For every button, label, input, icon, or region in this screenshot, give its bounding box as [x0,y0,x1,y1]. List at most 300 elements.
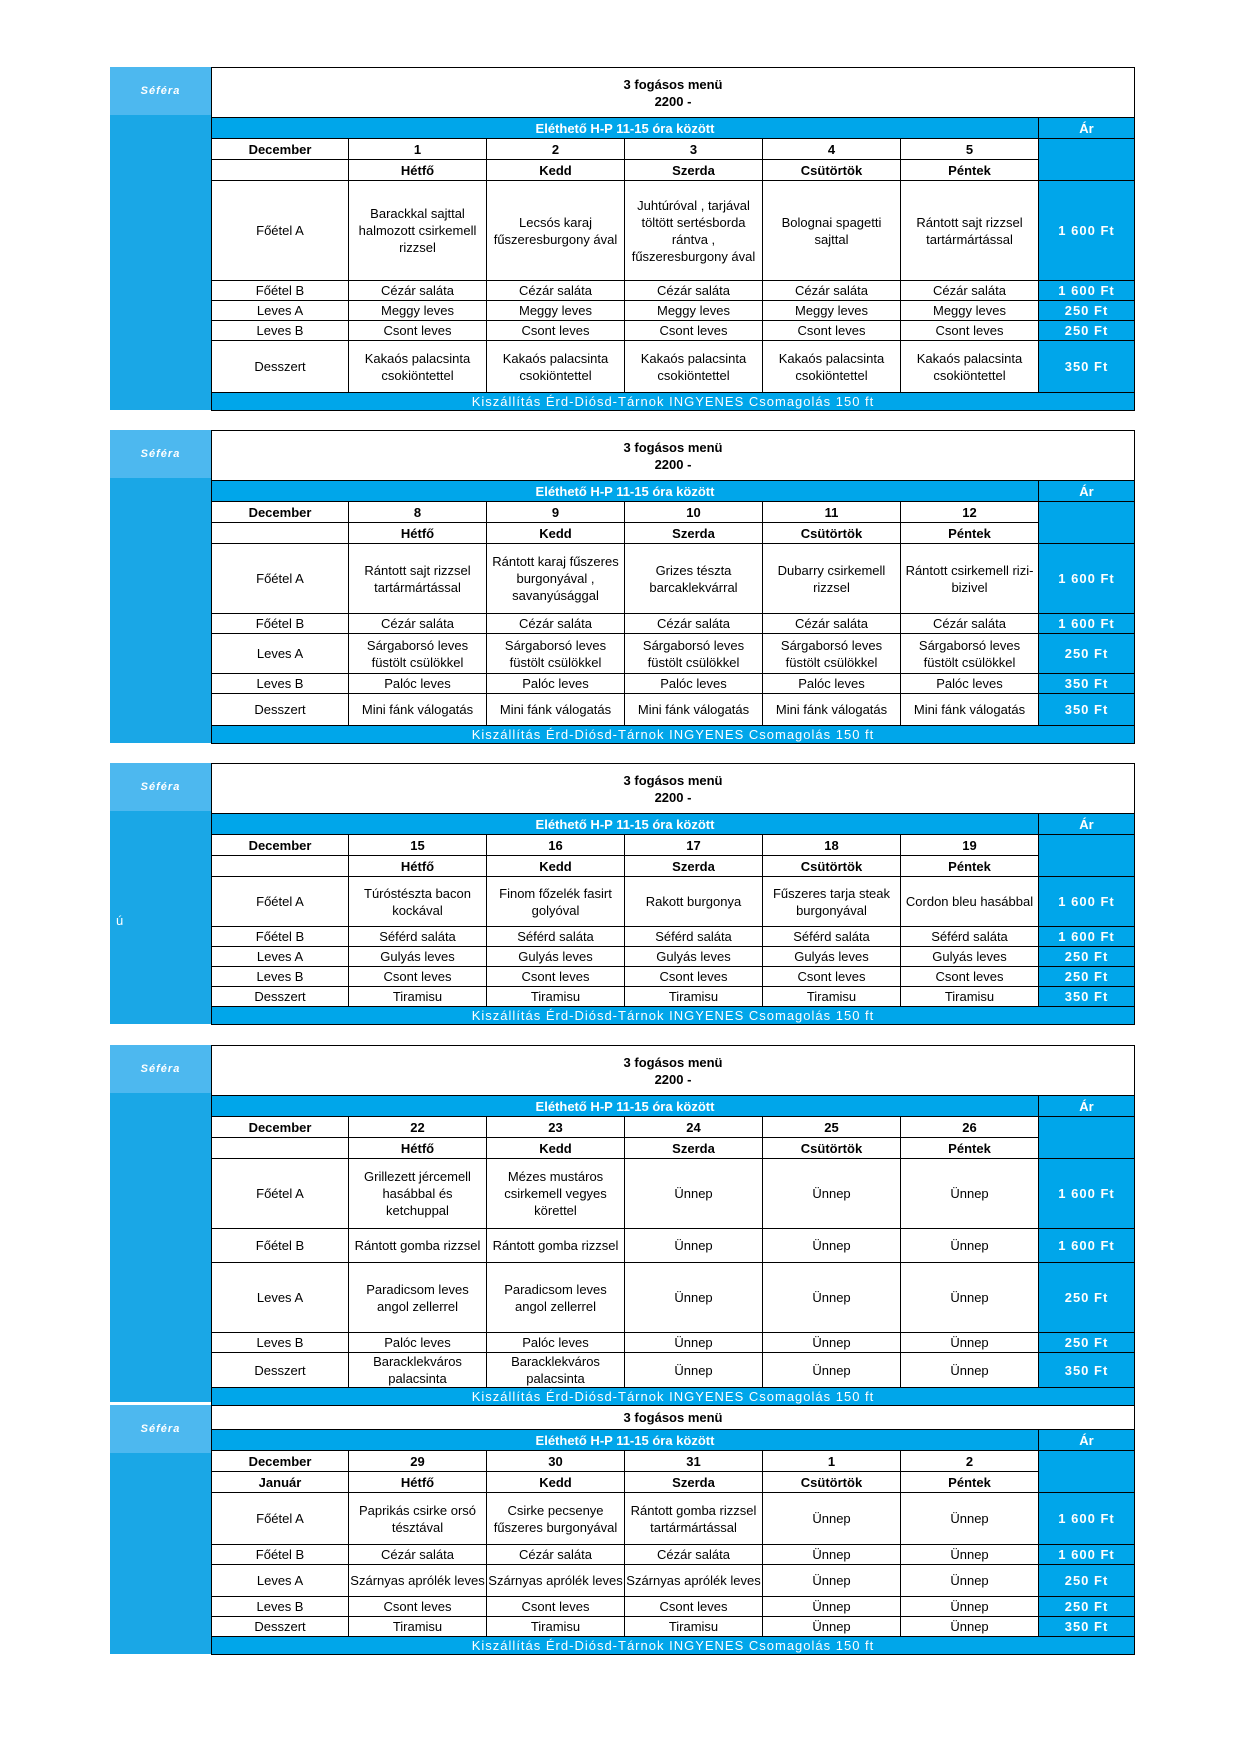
dish-cell: Palóc leves [487,1333,625,1353]
footer-row [212,1388,1135,1406]
dish-cell: Paradicsom leves angol zellerrel [487,1263,625,1333]
dish-row [212,987,1135,1007]
month-label-2 [212,523,349,544]
date-cell: 16 [487,835,625,856]
menu-title [212,68,1135,118]
dish-cell: Meggy leves [349,301,487,321]
dish-cell: Csirke pecsenye fűszeres burgonyával [487,1493,625,1545]
dish-cell: Túróstészta bacon kockával [349,877,487,927]
week-menu-block [110,67,1134,410]
day-cell: Kedd [487,1472,625,1493]
menu-table [211,430,1135,744]
dish-category: Leves A [212,1263,349,1333]
dish-cell: Cézár saláta [349,1545,487,1565]
dish-category: Desszert [212,1617,349,1637]
dish-cell: Paprikás csirke orsó tésztával [349,1493,487,1545]
dish-price: 250 Ft [1039,967,1135,987]
dish-cell: Csont leves [349,321,487,341]
dish-category: Leves A [212,634,349,674]
dish-cell: Ünnep [901,1333,1039,1353]
dish-row [212,694,1135,726]
day-cell: Szerda [625,1472,763,1493]
menu-price: 2200 - [654,456,692,472]
availability-row [212,1430,1135,1451]
day-cell: Péntek [901,1472,1039,1493]
dish-category: Főétel A [212,1493,349,1545]
dish-cell: Séférd saláta [487,927,625,947]
dish-category: Főétel B [212,614,349,634]
dish-cell: Mini fánk válogatás [763,694,901,726]
dish-row [212,967,1135,987]
logo [110,430,211,478]
dish-cell: Tiramisu [763,987,901,1007]
dish-cell: Ünnep [901,1353,1039,1388]
dish-cell: Tiramisu [625,987,763,1007]
dish-price: 350 Ft [1039,1353,1135,1388]
dish-cell: Csont leves [625,967,763,987]
dish-cell: Cézár saláta [487,1545,625,1565]
dish-cell: Cézár saláta [349,281,487,301]
dish-price: 250 Ft [1039,321,1135,341]
title-row [212,764,1135,814]
dish-price: 1 600 Ft [1039,544,1135,614]
price-header-blank [1039,502,1135,544]
date-cell: 11 [763,502,901,523]
dish-cell: Mini fánk válogatás [625,694,763,726]
dish-cell: Tiramisu [901,987,1039,1007]
dish-cell: Cézár saláta [763,614,901,634]
dish-cell: Rántott gomba rizzsel tartármártással [625,1493,763,1545]
dish-cell: Palóc leves [901,674,1039,694]
dish-cell: Ünnep [901,1263,1039,1333]
delivery-note: Kiszállítás Érd-Diósd-Tárnok INGYENES Csomagolás 150 ft [212,1388,1135,1406]
logo [110,763,211,811]
month-label: December [212,502,349,523]
dish-cell: Ünnep [901,1617,1039,1637]
day-cell: Hétfő [349,1472,487,1493]
dish-cell: Rántott gomba rizzsel [487,1229,625,1263]
dish-category: Leves A [212,301,349,321]
dish-cell: Sárgaborsó leves füstölt csülökkel [625,634,763,674]
dish-price: 1 600 Ft [1039,877,1135,927]
dish-cell: Szárnyas aprólék leves [487,1565,625,1597]
side-bar [110,430,211,743]
dish-cell: Mini fánk válogatás [901,694,1039,726]
dish-category: Leves A [212,947,349,967]
date-cell: 22 [349,1117,487,1138]
dish-cell: Fűszeres tarja steak burgonyával [763,877,901,927]
dish-cell: Cézár saláta [625,1545,763,1565]
day-cell: Csütörtök [763,160,901,181]
dish-cell: Ünnep [763,1229,901,1263]
dish-cell: Kakaós palacsinta csokiöntettel [763,341,901,393]
day-cell: Kedd [487,1138,625,1159]
dish-cell: Cézár saláta [349,614,487,634]
date-cell: 31 [625,1451,763,1472]
dish-price: 1 600 Ft [1039,281,1135,301]
title-row [212,431,1135,481]
dish-price: 1 600 Ft [1039,181,1135,281]
dish-category: Desszert [212,1353,349,1388]
dish-row [212,614,1135,634]
date-row [212,139,1135,160]
dish-cell: Baracklekváros palacsinta [487,1353,625,1388]
dish-row [212,1545,1135,1565]
dish-cell: Kakaós palacsinta csokiöntettel [349,341,487,393]
date-cell: 30 [487,1451,625,1472]
dish-cell: Meggy leves [901,301,1039,321]
dish-price: 250 Ft [1039,1565,1135,1597]
month-label: December [212,1117,349,1138]
price-header: Ár [1039,118,1135,139]
dish-category: Desszert [212,987,349,1007]
day-cell: Szerda [625,1138,763,1159]
dish-cell: Ünnep [625,1353,763,1388]
dish-cell: Rántott karaj fűszeres burgonyával , savanyúsággal [487,544,625,614]
dish-cell: Ünnep [625,1333,763,1353]
dish-cell: Cézár saláta [763,281,901,301]
dish-price: 250 Ft [1039,1263,1135,1333]
dish-cell: Baracklekváros palacsinta [349,1353,487,1388]
dish-cell: Csont leves [763,321,901,341]
dish-row [212,1229,1135,1263]
date-row [212,1117,1135,1138]
date-row [212,502,1135,523]
date-cell: 1 [763,1451,901,1472]
month-label-2: Január [212,1472,349,1493]
date-cell: 2 [487,139,625,160]
dish-cell: Ünnep [901,1545,1039,1565]
dish-cell: Tiramisu [349,987,487,1007]
dish-price: 1 600 Ft [1039,1493,1135,1545]
side-character: ú [116,913,124,928]
dish-cell: Csont leves [487,321,625,341]
side-bar [110,67,211,410]
dish-cell: Meggy leves [763,301,901,321]
side-bar [110,763,211,1024]
day-cell: Kedd [487,856,625,877]
availability-text: Eléthető H-P 11-15 óra között [212,481,1039,502]
date-cell: 8 [349,502,487,523]
dish-price: 350 Ft [1039,341,1135,393]
menu-price: 2200 - [654,93,692,109]
dish-cell: Grizes tészta barcaklekvárral [625,544,763,614]
logo-text: Séféra [140,781,181,793]
dish-cell: Juhtúróval , tarjával töltött sertésborda rántva , fűszeresburgony ával [625,181,763,281]
day-cell: Péntek [901,856,1039,877]
dish-category: Desszert [212,694,349,726]
dish-cell: Lecsós karaj fűszeresburgony ával [487,181,625,281]
date-cell: 3 [625,139,763,160]
dish-cell: Meggy leves [625,301,763,321]
dish-row [212,1333,1135,1353]
dish-cell: Gulyás leves [349,947,487,967]
date-cell: 17 [625,835,763,856]
dish-cell: Csont leves [901,321,1039,341]
date-cell: 18 [763,835,901,856]
dish-cell: Gulyás leves [487,947,625,967]
dish-cell: Kakaós palacsinta csokiöntettel [487,341,625,393]
dish-cell: Palóc leves [349,1333,487,1353]
date-cell: 23 [487,1117,625,1138]
price-header-blank [1039,1117,1135,1159]
dish-row [212,1353,1135,1388]
dish-cell: Séférd saláta [901,927,1039,947]
dish-row [212,1617,1135,1637]
dish-cell: Ünnep [763,1545,901,1565]
date-cell: 25 [763,1117,901,1138]
menu-price: 2200 - [654,789,692,805]
dish-category: Leves B [212,1333,349,1353]
dish-row [212,674,1135,694]
day-row [212,160,1135,181]
date-row [212,1451,1135,1472]
dish-cell: Tiramisu [349,1617,487,1637]
dish-price: 350 Ft [1039,674,1135,694]
day-cell: Kedd [487,523,625,544]
dish-cell: Gulyás leves [625,947,763,967]
dish-cell: Ünnep [901,1597,1039,1617]
dish-price: 250 Ft [1039,634,1135,674]
menu-price: 2200 - [654,1071,692,1087]
dish-cell: Tiramisu [625,1617,763,1637]
dish-cell: Sárgaborsó leves füstölt csülökkel [349,634,487,674]
side-bar [110,1405,211,1654]
dish-category: Főétel A [212,1159,349,1229]
dish-category: Főétel B [212,281,349,301]
dish-cell: Mini fánk válogatás [349,694,487,726]
dish-cell: Cézár saláta [625,281,763,301]
delivery-note: Kiszállítás Érd-Diósd-Tárnok INGYENES Csomagolás 150 ft [212,393,1135,411]
dish-row [212,1159,1135,1229]
menu-table [211,67,1135,411]
dish-cell: Csont leves [625,1597,763,1617]
dish-cell: Ünnep [763,1159,901,1229]
dish-cell: Cézár saláta [901,614,1039,634]
dish-cell: Rakott burgonya [625,877,763,927]
dish-cell: Ünnep [763,1565,901,1597]
availability-row [212,1096,1135,1117]
price-header: Ár [1039,481,1135,502]
dish-price: 350 Ft [1039,694,1135,726]
dish-cell: Finom főzelék fasirt golyóval [487,877,625,927]
day-cell: Hétfő [349,856,487,877]
dish-cell: Gulyás leves [763,947,901,967]
footer-row [212,1637,1135,1655]
date-cell: 10 [625,502,763,523]
dish-cell: Ünnep [901,1565,1039,1597]
dish-row [212,181,1135,281]
dish-cell: Kakaós palacsinta csokiöntettel [901,341,1039,393]
dish-price: 1 600 Ft [1039,927,1135,947]
date-cell: 5 [901,139,1039,160]
day-cell: Hétfő [349,1138,487,1159]
dish-category: Főétel B [212,927,349,947]
price-header-blank [1039,139,1135,181]
day-cell: Péntek [901,1138,1039,1159]
date-row [212,835,1135,856]
menu-title-text: 3 fogásos menü [623,1410,723,1425]
dish-category: Főétel A [212,181,349,281]
dish-category: Főétel A [212,877,349,927]
dish-cell: Ünnep [625,1159,763,1229]
day-row [212,523,1135,544]
dish-row [212,281,1135,301]
title-row [212,1406,1135,1430]
dish-cell: Ünnep [763,1493,901,1545]
dish-cell: Csont leves [901,967,1039,987]
menu-table [211,763,1135,1025]
dish-price: 250 Ft [1039,1333,1135,1353]
day-row [212,856,1135,877]
availability-text: Eléthető H-P 11-15 óra között [212,118,1039,139]
dish-cell: Ünnep [901,1159,1039,1229]
availability-text: Eléthető H-P 11-15 óra között [212,814,1039,835]
menu-title [212,1406,1135,1430]
menu-title-text: 3 fogásos menü [623,1054,723,1070]
dish-row [212,544,1135,614]
availability-text: Eléthető H-P 11-15 óra között [212,1430,1039,1451]
dish-cell: Ünnep [763,1263,901,1333]
day-row [212,1138,1135,1159]
dish-cell: Tiramisu [487,987,625,1007]
dish-category: Főétel B [212,1229,349,1263]
dish-cell: Meggy leves [487,301,625,321]
date-cell: 15 [349,835,487,856]
dish-cell: Palóc leves [625,674,763,694]
dish-cell: Mézes mustáros csirkemell vegyes körettel [487,1159,625,1229]
title-row [212,68,1135,118]
dish-cell: Csont leves [487,967,625,987]
day-cell: Szerda [625,523,763,544]
price-header: Ár [1039,814,1135,835]
dish-cell: Kakaós palacsinta csokiöntettel [625,341,763,393]
dish-price: 350 Ft [1039,1617,1135,1637]
footer-row [212,1007,1135,1025]
menu-table [211,1045,1135,1406]
dish-cell: Séférd saláta [763,927,901,947]
dish-row [212,1565,1135,1597]
dish-cell: Sárgaborsó leves füstölt csülökkel [487,634,625,674]
menu-title [212,431,1135,481]
menu-title-text: 3 fogásos menü [623,76,723,92]
dish-cell: Csont leves [625,321,763,341]
dish-cell: Séférd saláta [625,927,763,947]
dish-row [212,1597,1135,1617]
dish-cell: Rántott gomba rizzsel [349,1229,487,1263]
dish-cell: Cézár saláta [625,614,763,634]
month-label-2 [212,160,349,181]
dish-category: Leves A [212,1565,349,1597]
dish-cell: Tiramisu [487,1617,625,1637]
dish-cell: Rántott sajt rizzsel tartármártással [901,181,1039,281]
dish-price: 250 Ft [1039,1597,1135,1617]
dish-cell: Palóc leves [487,674,625,694]
logo-text: Séféra [140,1423,181,1435]
dish-price: 250 Ft [1039,301,1135,321]
dish-cell: Sárgaborsó leves füstölt csülökkel [901,634,1039,674]
dish-row [212,321,1135,341]
dish-cell: Barackkal sajttal halmozott csirkemell rizzsel [349,181,487,281]
dish-cell: Szárnyas aprólék leves [625,1565,763,1597]
availability-text: Eléthető H-P 11-15 óra között [212,1096,1039,1117]
dish-price: 350 Ft [1039,987,1135,1007]
logo-text: Séféra [140,1063,181,1075]
dish-cell: Csont leves [349,1597,487,1617]
availability-row [212,814,1135,835]
dish-cell: Ünnep [625,1229,763,1263]
dish-cell: Grillezett jércemell hasábbal és ketchuppal [349,1159,487,1229]
month-label: December [212,835,349,856]
day-cell: Csütörtök [763,1138,901,1159]
side-bar [110,1045,211,1402]
month-label: December [212,1451,349,1472]
date-cell: 2 [901,1451,1039,1472]
dish-row [212,341,1135,393]
menu-table [211,1405,1135,1655]
dish-cell: Palóc leves [349,674,487,694]
dish-category: Főétel A [212,544,349,614]
date-cell: 12 [901,502,1039,523]
logo-text: Séféra [140,448,181,460]
logo [110,1045,211,1093]
dish-cell: Ünnep [763,1333,901,1353]
date-cell: 9 [487,502,625,523]
logo-text: Séféra [140,85,181,97]
day-row [212,1472,1135,1493]
dish-cell: Paradicsom leves angol zellerrel [349,1263,487,1333]
dish-price: 1 600 Ft [1039,1159,1135,1229]
dish-category: Főétel B [212,1545,349,1565]
dish-price: 250 Ft [1039,947,1135,967]
dish-row [212,927,1135,947]
dish-category: Desszert [212,341,349,393]
dish-cell: Sárgaborsó leves füstölt csülökkel [763,634,901,674]
dish-cell: Séférd saláta [349,927,487,947]
delivery-note: Kiszállítás Érd-Diósd-Tárnok INGYENES Csomagolás 150 ft [212,726,1135,744]
footer-row [212,726,1135,744]
dish-cell: Ünnep [763,1353,901,1388]
dish-cell: Csont leves [349,967,487,987]
price-header: Ár [1039,1096,1135,1117]
dish-row [212,947,1135,967]
footer-row [212,393,1135,411]
dish-row [212,301,1135,321]
dish-category: Leves B [212,1597,349,1617]
dish-cell: Ünnep [763,1617,901,1637]
month-label-2 [212,1138,349,1159]
day-cell: Csütörtök [763,856,901,877]
dish-cell: Cézár saláta [487,614,625,634]
dish-cell: Cézár saláta [901,281,1039,301]
dish-row [212,1263,1135,1333]
week-menu-block [110,1045,1134,1402]
dish-row [212,877,1135,927]
month-label-2 [212,856,349,877]
date-cell: 29 [349,1451,487,1472]
dish-cell: Ünnep [901,1229,1039,1263]
dish-cell: Bolognai spagetti sajttal [763,181,901,281]
date-cell: 19 [901,835,1039,856]
day-cell: Hétfő [349,160,487,181]
date-cell: 26 [901,1117,1039,1138]
day-cell: Péntek [901,523,1039,544]
week-menu-block [110,763,1134,1024]
dish-row [212,1493,1135,1545]
dish-price: 1 600 Ft [1039,1545,1135,1565]
dish-price: 1 600 Ft [1039,614,1135,634]
availability-row [212,481,1135,502]
